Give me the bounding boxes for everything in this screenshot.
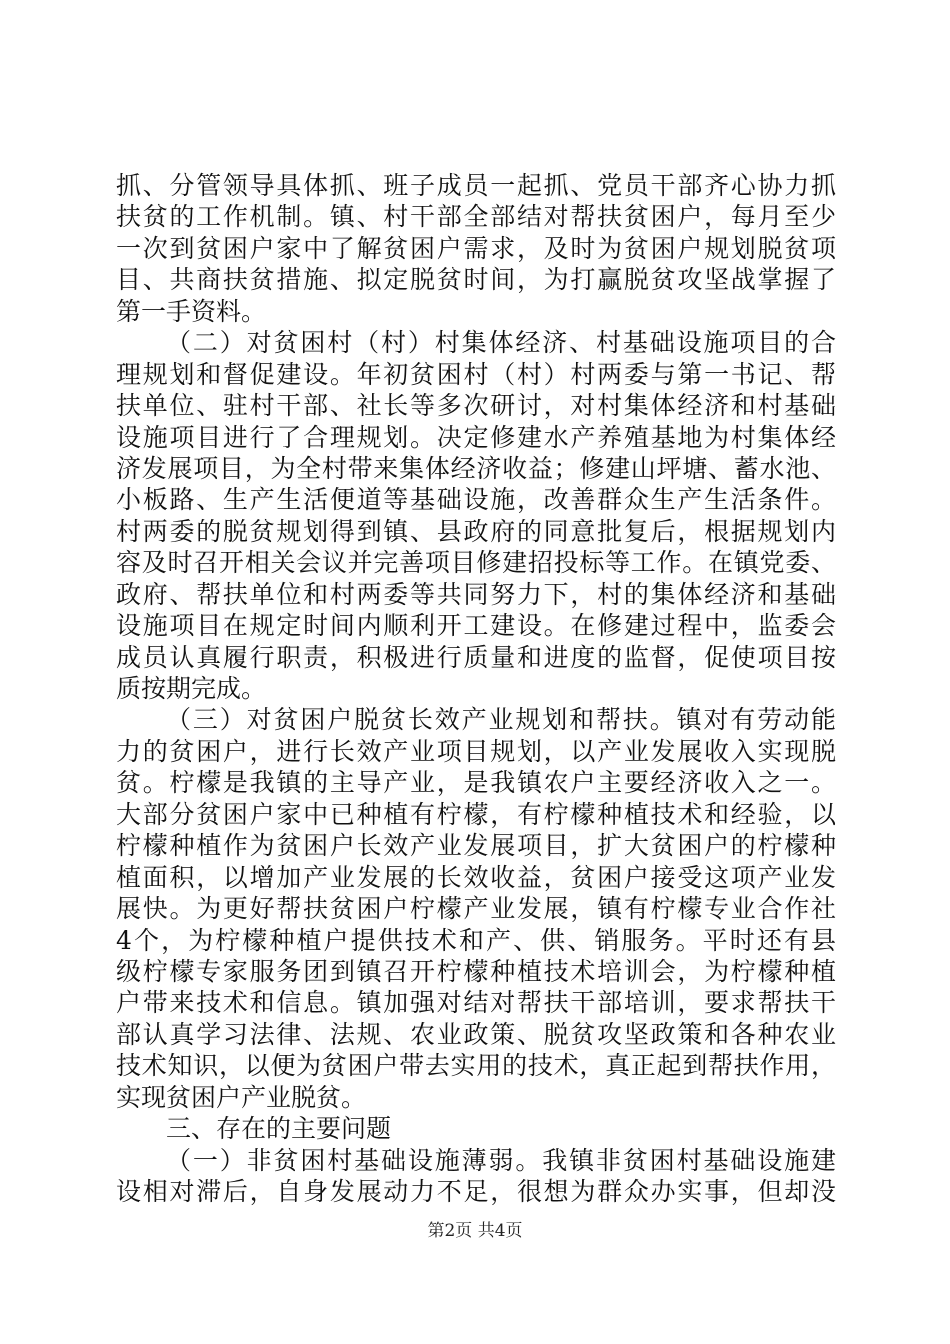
text-line: 一次到贫困户家中了解贫困户需求，及时为贫困户规划脱贫项 xyxy=(116,233,836,263)
text-line: （三）对贫困户脱贫长效产业规划和帮扶。镇对有劳动能 xyxy=(166,705,836,735)
text-line: 设施项目在规定时间内顺利开工建设。在修建过程中，监委会 xyxy=(116,611,836,641)
text-line: 实现贫困户产业脱贫。 xyxy=(116,1082,367,1112)
text-line: 小板路、生产生活便道等基础设施，改善群众生产生活条件。 xyxy=(116,485,836,515)
text-line: 三、存在的主要问题 xyxy=(166,1114,392,1144)
text-line: 贫。柠檬是我镇的主导产业，是我镇农户主要经济收入之一。 xyxy=(116,768,836,798)
text-line: 技术知识，以便为贫困户带去实用的技术，真正起到帮扶作用， xyxy=(116,1051,836,1081)
text-line: 大部分贫困户家中已种植有柠檬，有柠檬种植技术和经验，以 xyxy=(116,799,836,829)
text-line: 植面积，以增加产业发展的长效收益，贫困户接受这项产业发 xyxy=(116,862,836,892)
text-line: 村两委的脱贫规划得到镇、县政府的同意批复后，根据规划内 xyxy=(116,516,836,546)
text-line: 成员认真履行职责，积极进行质量和进度的监督，促使项目按 xyxy=(116,642,836,672)
text-line: （一）非贫困村基础设施薄弱。我镇非贫困村基础设施建 xyxy=(166,1145,836,1175)
page-footer: 第2页 共4页 xyxy=(427,1221,523,1241)
text-line: 级柠檬专家服务团到镇召开柠檬种植技术培训会，为柠檬种植 xyxy=(116,956,836,986)
text-line: 目、共商扶贫措施、拟定脱贫时间，为打赢脱贫攻坚战掌握了 xyxy=(116,265,836,295)
text-line: 扶贫的工作机制。镇、村干部全部结对帮扶贫困户，每月至少 xyxy=(116,202,836,232)
text-line: 部认真学习法律、法规、农业政策、脱贫攻坚政策和各种农业 xyxy=(116,1019,836,1049)
text-line: 政府、帮扶单位和村两委等共同努力下，村的集体经济和基础 xyxy=(116,579,836,609)
text-line: 抓、分管领导具体抓、班子成员一起抓、党员干部齐心协力抓 xyxy=(116,171,836,200)
text-line: 第一手资料。 xyxy=(116,296,267,326)
text-line: 质按期完成。 xyxy=(116,674,267,703)
text-line: 柠檬种植作为贫困户长效产业发展项目，扩大贫困户的柠檬种 xyxy=(116,831,836,861)
text-line: 容及时召开相关会议并完善项目修建招投标等工作。在镇党委、 xyxy=(116,548,836,578)
text-line: 展快。为更好帮扶贫困户柠檬产业发展，镇有柠檬专业合作社 xyxy=(116,894,836,924)
text-line: 设相对滞后，自身发展动力不足，很想为群众办实事，但却没 xyxy=(116,1177,836,1206)
text-line: 理规划和督促建设。年初贫困村（村）村两委与第一书记、帮 xyxy=(116,359,836,389)
text-line: 力的贫困户，进行长效产业项目规划，以产业发展收入实现脱 xyxy=(116,736,836,766)
text-line: 济发展项目，为全村带来集体经济收益；修建山坪塘、蓄水池、 xyxy=(116,453,836,483)
text-line: 户带来技术和信息。镇加强对结对帮扶干部培训，要求帮扶干 xyxy=(116,988,836,1018)
document-body xyxy=(116,170,836,1207)
text-line: 4个，为柠檬种植户提供技术和产、供、销服务。平时还有县 xyxy=(116,925,836,955)
text-line: （二）对贫困村（村）村集体经济、村基础设施项目的合 xyxy=(166,328,836,358)
text-line: 扶单位、驻村干部、社长等多次研讨，对村集体经济和村基础 xyxy=(116,391,836,421)
text-line: 设施项目进行了合理规划。决定修建水产养殖基地为村集体经 xyxy=(116,422,836,452)
